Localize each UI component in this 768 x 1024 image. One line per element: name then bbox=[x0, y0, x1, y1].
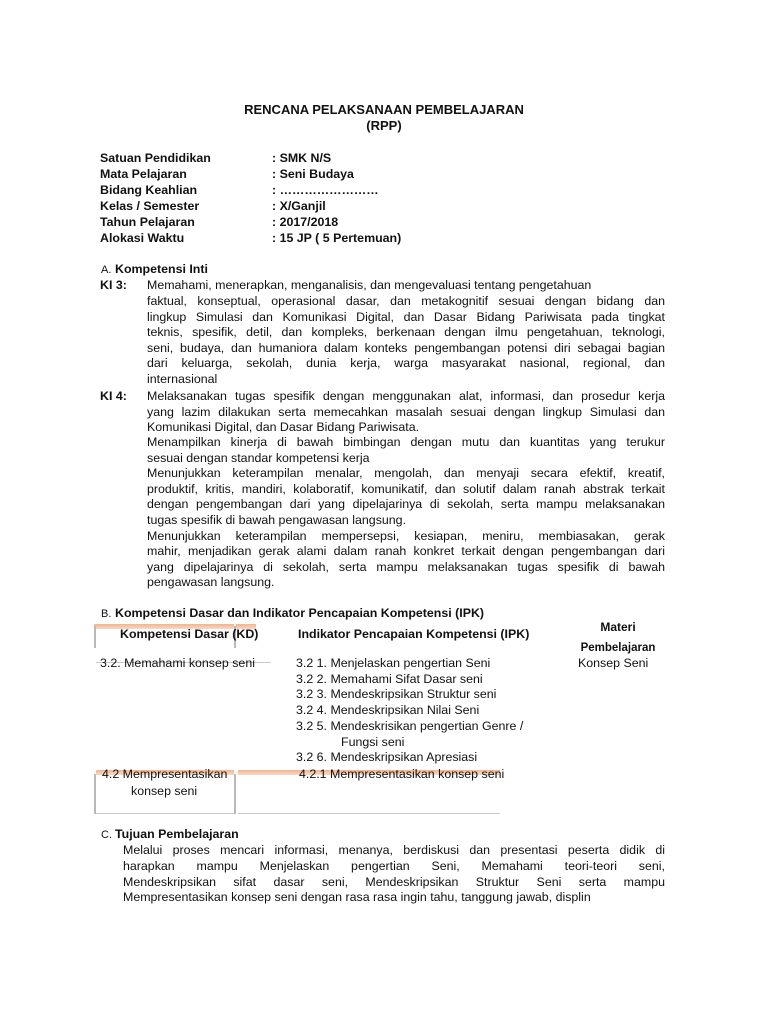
table-border bbox=[94, 774, 96, 814]
ki3-text-line: dari keluarga, sekolah, dunia kerja, warga masyarakat nasional, regional, dan bbox=[147, 356, 665, 370]
section-c-letter: C. bbox=[101, 829, 112, 841]
materi-cell: Konsep Seni bbox=[578, 656, 649, 670]
tujuan-text-line: Mendeskripsikan sifat dasar seni, Mendeskripsikan Struktur Seni serta mampu bbox=[123, 875, 665, 889]
identity-value: : 15 JP ( 5 Pertemuan) bbox=[272, 231, 402, 245]
ki4-text-line: tugas spesifik di bawah pengawasan langsung. bbox=[147, 513, 407, 527]
identity-label: Satuan Pendidikan bbox=[100, 151, 211, 165]
table-border bbox=[94, 626, 96, 648]
ki4-text-line: sesuai dengan standar kompetensi kerja bbox=[147, 451, 370, 465]
document-subtitle: (RPP) bbox=[366, 118, 402, 133]
ki3-text-line: Memahami, menerapkan, menganalisis, dan mengevaluasi tentang pengetahuan bbox=[147, 278, 592, 292]
identity-value: : SMK N/S bbox=[272, 151, 332, 165]
document-title: RENCANA PELAKSANAAN PEMBELAJARAN bbox=[244, 102, 524, 117]
identity-value: : Seni Budaya bbox=[272, 167, 354, 181]
identity-label: Alokasi Waktu bbox=[100, 231, 185, 245]
ki4-label: KI 4: bbox=[100, 389, 127, 403]
column-header-materi: Materi bbox=[600, 620, 636, 634]
table-border bbox=[234, 774, 236, 814]
identity-label: Tahun Pelajaran bbox=[100, 215, 195, 229]
ki4-text-line: produktif, kritis, mandiri, kolaboratif, komunikatif, dan solutif dalam ranah abstrak terkait bbox=[147, 482, 665, 496]
section-c-heading: Tujuan Pembelajaran bbox=[115, 827, 239, 841]
ipk-cell: 3.2 4. Mendeskripsikan Nilai Seni bbox=[296, 703, 480, 717]
ki4-text-line: Menunjukkan keterampilan menalar, mengolah, dan menyaji secara efektif, kreatif, bbox=[147, 466, 665, 480]
ki3-text-line: faktual, konseptual, operasional dasar, dan metakognitif sesuai dengan bidang dan bbox=[147, 294, 665, 308]
tujuan-text-line: Melalui proses mencari informasi, menanya, berdiskusi dan presentasi peserta didik di bbox=[123, 843, 665, 857]
table-border bbox=[238, 813, 500, 814]
kd-cell: konsep seni bbox=[131, 784, 198, 798]
ki4-text-line: mahir, menjadikan gerak alami dalam ranah konkret terkait dengan pengembangan dari bbox=[147, 544, 665, 558]
ipk-cell: 3.2 2. Memahami Sifat Dasar seni bbox=[296, 672, 483, 686]
identity-value: : 2017/2018 bbox=[272, 215, 339, 229]
ki3-label: KI 3: bbox=[100, 278, 127, 292]
tujuan-text-line: Mempresentasikan konsep seni dengan rasa rasa ingin tahu, tanggung jawab, displin bbox=[123, 890, 591, 904]
ki4-text-line: yang dipelajarinya di sekolah, serta mampu melaksanakan tugas spesifik di bawah bbox=[147, 560, 665, 574]
ipk-cell: Fungsi seni bbox=[341, 735, 405, 749]
ipk-cell: 3.2 1. Menjelaskan pengertian Seni bbox=[296, 656, 491, 670]
ipk-cell: 3.2 3. Mendeskripsikan Struktur seni bbox=[296, 687, 497, 701]
column-header-ipk: Indikator Pencapaian Kompetensi (IPK) bbox=[298, 627, 530, 641]
ki4-text-line: Menunjukkan keterampilan mempersepsi, kesiapan, meniru, membiasakan, gerak bbox=[147, 529, 665, 543]
identity-label: Bidang Keahlian bbox=[100, 183, 198, 197]
ki4-text-line: yang lazim dilakukan serta memecahkan masalah sesuai dengan lingkup Simulasi dan bbox=[147, 405, 665, 419]
section-b-letter: B. bbox=[101, 608, 112, 620]
identity-label: Kelas / Semester bbox=[100, 199, 200, 213]
table-border bbox=[96, 813, 234, 814]
identity-value: : …………………… bbox=[272, 183, 379, 197]
column-header-materi: Pembelajaran bbox=[580, 642, 656, 654]
kd-cell: 3.2. Memahami konsep seni bbox=[100, 656, 255, 670]
ipk-cell: 4.2.1 Mempresentasikan konsep seni bbox=[299, 767, 505, 781]
section-b-heading: Kompetensi Dasar dan Indikator Pencapaian Kompetensi (IPK) bbox=[115, 606, 485, 620]
ki4-text-line: pengawasan langsung. bbox=[147, 575, 275, 589]
ki4-text-line: Melaksanakan tugas spesifik dengan menggunakan alat, informasi, dan prosedur kerja bbox=[147, 389, 665, 403]
ki4-text-line: Menampilkan kinerja di bawah bimbingan dengan mutu dan kuantitas yang terukur bbox=[147, 435, 665, 449]
ki4-text-line: dengan pengembangan dari yang dipelajarinya di sekolah, serta mampu melaksanakan bbox=[147, 497, 665, 511]
section-a-heading: Kompetensi Inti bbox=[115, 262, 208, 276]
ki3-text-line: lingkup Simulasi dan Komunikasi Digital, dan Dasar Bidang Pariwisata pada tingkat bbox=[147, 310, 665, 324]
ki3-text-line: teknis, spesifik, detil, dan kompleks, berkenaan dengan ilmu pengetahuan, teknologi, bbox=[147, 325, 665, 339]
ipk-cell: 3.2 6. Mendeskripsikan Apresiasi bbox=[296, 750, 478, 764]
identity-label: Mata Pelajaran bbox=[100, 167, 187, 181]
section-a-letter: A. bbox=[101, 264, 112, 276]
identity-value: : X/Ganjil bbox=[272, 199, 326, 213]
ki3-text-line: seni, budaya, dan humaniora dalam konteks pengembangan potensi diri sebagai bagian bbox=[147, 341, 665, 355]
tujuan-text-line: harapkan mampu Menjelaskan pengertian Seni, Memahami teori-teori seni, bbox=[123, 859, 665, 873]
column-header-kd: Kompetensi Dasar (KD) bbox=[120, 627, 259, 641]
kd-cell: 4.2 Mempresentasikan bbox=[102, 767, 228, 781]
ipk-cell: 3.2 5. Mendeskrisikan pengertian Genre / bbox=[296, 719, 524, 733]
ki3-text-line: internasional bbox=[147, 372, 218, 386]
ki4-text-line: Komunikasi Digital, dan Dasar Bidang Pariwisata. bbox=[147, 420, 420, 434]
